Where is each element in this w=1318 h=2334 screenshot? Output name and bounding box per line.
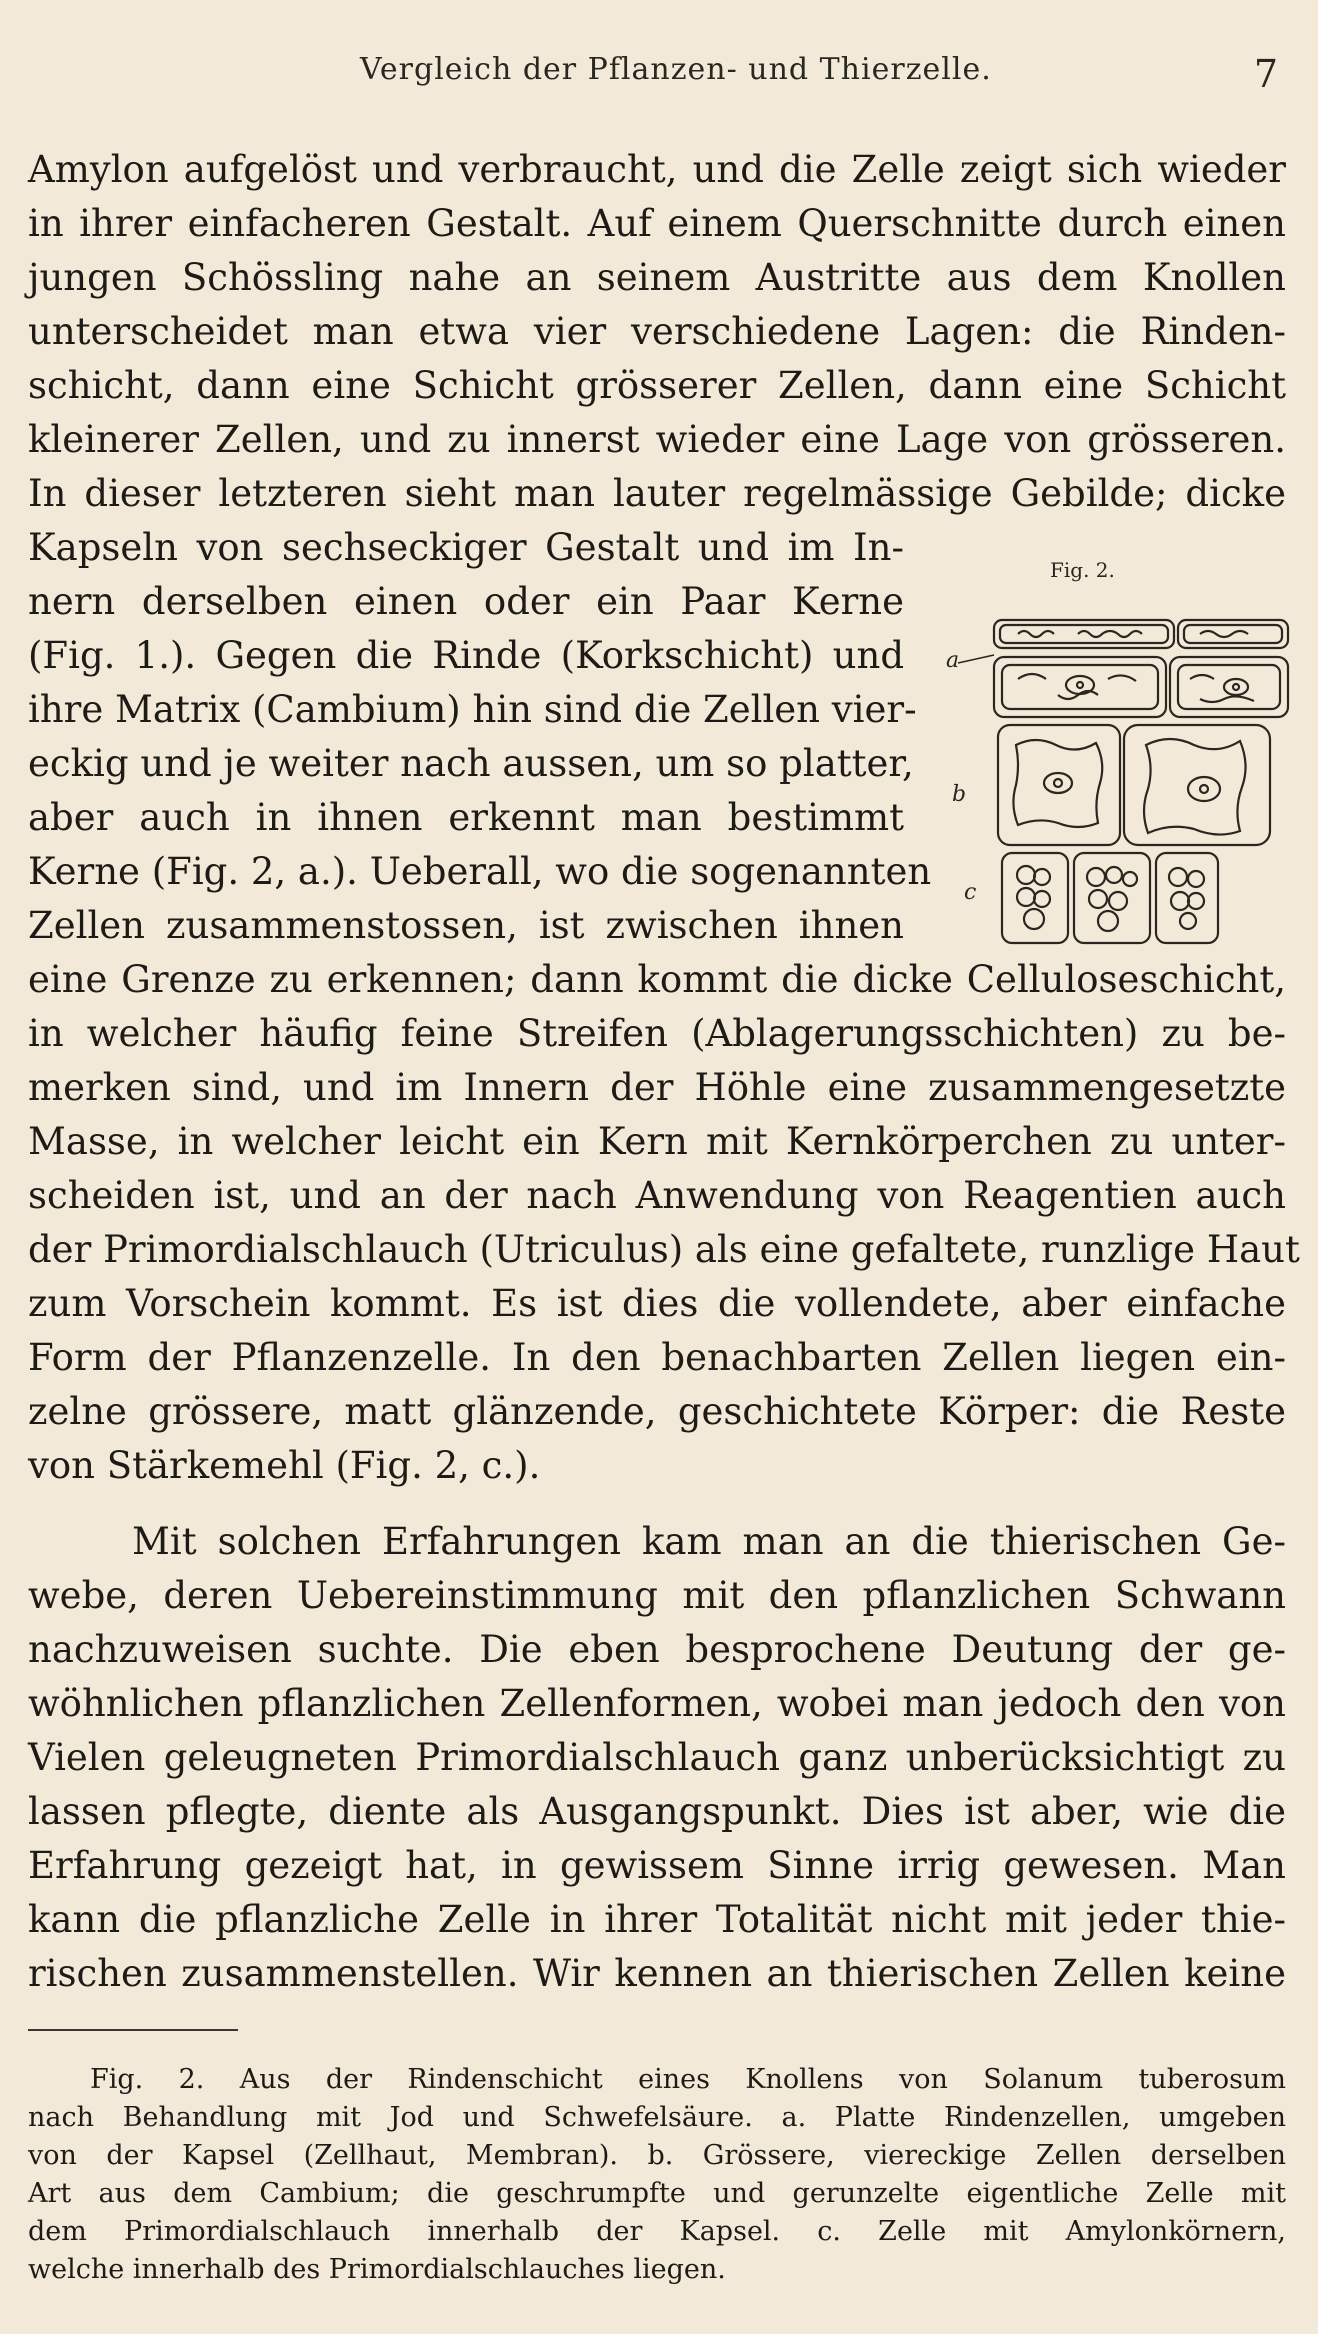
body-line: Mit solchen Erfahrungen kam man an die thierischen Ge- — [132, 1520, 1286, 1563]
body-line: Kerne (Fig. 2, a.). Ueberall, wo die sogenannten — [28, 850, 932, 893]
figure-title: Fig. 2. — [1050, 558, 1115, 582]
body-line: schicht, dann eine Schicht grösserer Zellen, dann eine Schicht — [28, 364, 1286, 407]
body-line: in ihrer einfacheren Gestalt. Auf einem Querschnitte durch einen — [28, 202, 1286, 245]
footnote-line: Art aus dem Cambium; die geschrumpfte und gerunzelte eigentliche Zelle mit — [28, 2178, 1286, 2209]
body-line: Amylon aufgelöst und verbraucht, und die Zelle zeigt sich wieder — [28, 148, 1286, 191]
body-line: zelne grössere, matt glänzende, geschichtete Körper: die Reste — [28, 1390, 1286, 1433]
footnote-line: welche innerhalb des Primordialschlauches liegen. — [28, 2254, 726, 2285]
body-line: eine Grenze zu erkennen; dann kommt die dicke Celluloseschicht, — [28, 958, 1286, 1001]
body-line: aber auch in ihnen erkennt man bestimmt — [28, 796, 904, 839]
footnote-line: von der Kapsel (Zellhaut, Membran). b. Grössere, viereckige Zellen derselben — [28, 2140, 1286, 2171]
body-line: zum Vorschein kommt. Es ist dies die vollendete, aber einfache — [28, 1282, 1286, 1325]
body-line: ihre Matrix (Cambium) hin sind die Zellen vier- — [28, 688, 917, 731]
body-line: nachzuweisen suchte. Die eben besprochene Deutung der ge- — [28, 1628, 1286, 1671]
body-line: der Primordialschlauch (Utriculus) als eine gefaltete, runzlige Haut — [28, 1228, 1300, 1271]
body-line: von Stärkemehl (Fig. 2, c.). — [28, 1444, 541, 1487]
figure-label-a: a — [946, 648, 960, 673]
body-line: Kapseln von sechseckiger Gestalt und im In- — [28, 526, 904, 569]
footnote-separator — [28, 2029, 238, 2031]
body-line: rischen zusammenstellen. Wir kennen an thierischen Zellen keine — [28, 1952, 1286, 1995]
body-line: Zellen zusammenstossen, ist zwischen ihnen — [28, 904, 904, 947]
body-line: in welcher häufig feine Streifen (Ablagerungsschichten) zu be- — [28, 1012, 1286, 1055]
body-line: jungen Schössling nahe an seinem Austritte aus dem Knollen — [28, 256, 1286, 299]
body-line: merken sind, und im Innern der Höhle eine zusammengesetzte — [28, 1066, 1286, 1109]
body-line: wöhnlichen pflanzlichen Zellenformen, wobei man jedoch den von — [28, 1682, 1286, 1725]
running-head: Vergleich der Pflanzen- und Thierzelle. — [360, 52, 992, 87]
cell-tissue-figure — [938, 555, 1298, 955]
footnote-line: nach Behandlung mit Jod und Schwefelsäure. a. Platte Rindenzellen, umgeben — [28, 2102, 1286, 2133]
body-line: kleinerer Zellen, und zu innerst wieder eine Lage von grösseren. — [28, 418, 1286, 461]
footnote-line: dem Primordialschlauch innerhalb der Kapsel. c. Zelle mit Amylonkörnern, — [28, 2216, 1286, 2247]
footnote-line: Fig. 2. Aus der Rindenschicht eines Knollens von Solanum tuberosum — [90, 2064, 1286, 2095]
page-number: 7 — [1253, 52, 1278, 96]
body-line: eckig und je weiter nach aussen, um so platter, — [28, 742, 914, 785]
body-line: Vielen geleugneten Primordialschlauch ganz unberücksichtigt zu — [28, 1736, 1286, 1779]
body-line: webe, deren Uebereinstimmung mit den pflanzlichen Schwann — [28, 1574, 1286, 1617]
body-line: Form der Pflanzenzelle. In den benachbarten Zellen liegen ein- — [28, 1336, 1286, 1379]
body-line: nern derselben einen oder ein Paar Kerne — [28, 580, 904, 623]
body-line: unterscheidet man etwa vier verschiedene Lagen: die Rinden- — [28, 310, 1286, 353]
figure-label-c: c — [964, 880, 977, 905]
body-line: (Fig. 1.). Gegen die Rinde (Korkschicht) und — [28, 634, 904, 677]
body-line: scheiden ist, und an der nach Anwendung von Reagentien auch — [28, 1174, 1286, 1217]
body-line: lassen pflegte, diente als Ausgangspunkt. Dies ist aber, wie die — [28, 1790, 1286, 1833]
body-line: In dieser letzteren sieht man lauter regelmässige Gebilde; dicke — [28, 472, 1286, 515]
figure-label-b: b — [952, 782, 967, 807]
body-line: Masse, in welcher leicht ein Kern mit Kernkörperchen zu unter- — [28, 1120, 1286, 1163]
body-line: kann die pflanzliche Zelle in ihrer Totalität nicht mit jeder thie- — [28, 1898, 1286, 1941]
body-line: Erfahrung gezeigt hat, in gewissem Sinne irrig gewesen. Man — [28, 1844, 1286, 1887]
